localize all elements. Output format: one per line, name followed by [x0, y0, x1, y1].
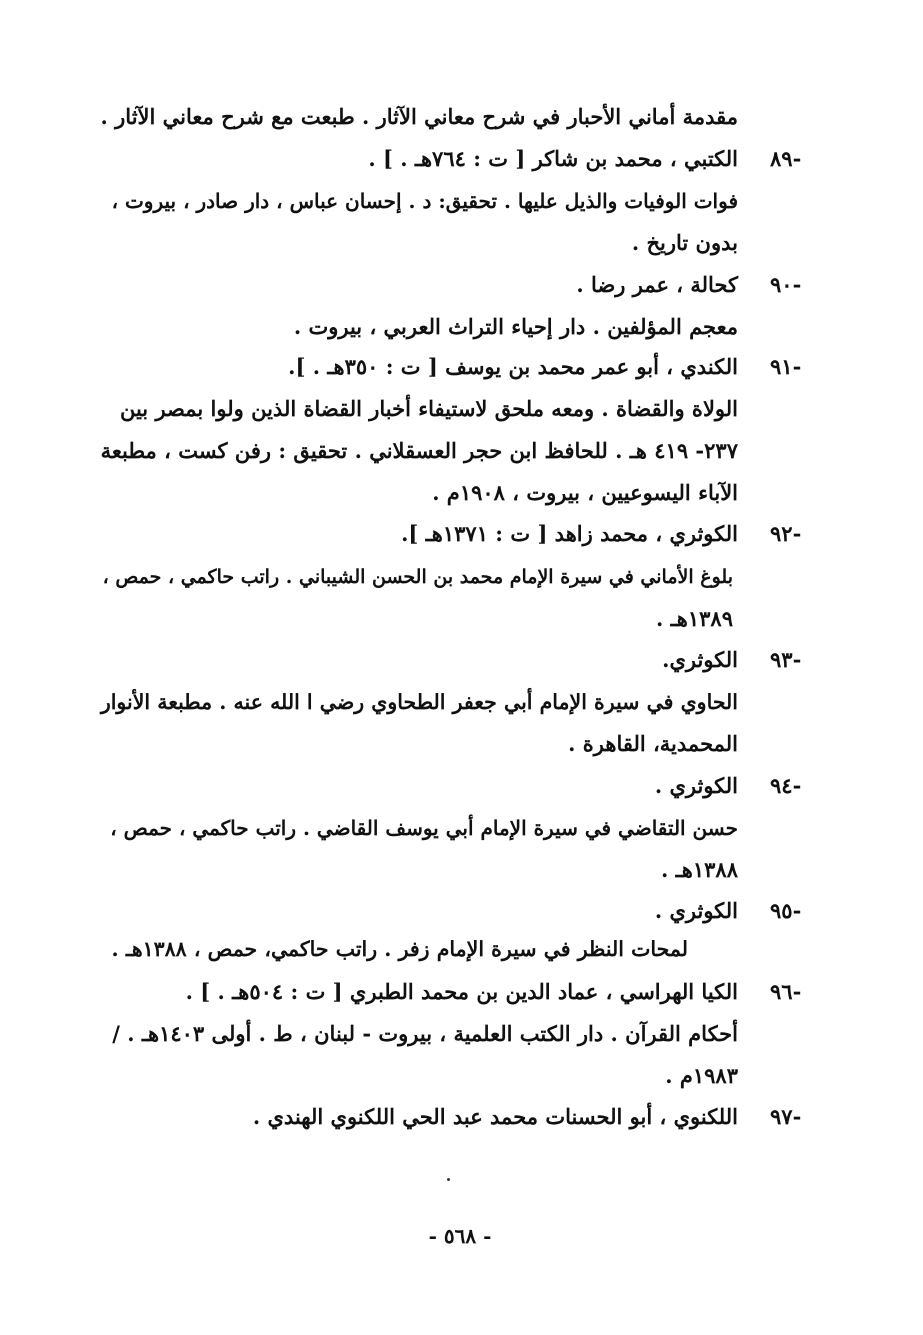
text-line: فوات الوفيات والذيل عليها . تحقيق: د . إحسان عباس ، دار صادر ، بيروت ، [111, 189, 738, 213]
speck [447, 1178, 450, 1181]
entry-number: ٩١- [770, 354, 802, 379]
entry-number: ٩٤- [770, 773, 802, 798]
entry-number: ٩٠- [770, 272, 802, 297]
entry-heading: الكوثري . [654, 898, 738, 923]
entry-heading: الكوثري ، محمد زاهد [ ت : ١٣٧١هـ ]. [401, 521, 738, 546]
text-line: الولاة والقضاة . ومعه ملحق لاستيفاء أخبار القضاة الذين ولوا بمصر بين [119, 396, 738, 421]
page-number: - ٥٦٨ - [428, 1224, 492, 1248]
text-line: بدون تاريخ . [631, 230, 738, 255]
text-line: لمحات النظر في سيرة الإمام زفر . راتب حاكمي، حمص ، ١٣٨٨هـ . [111, 937, 688, 961]
text-line: مقدمة أماني الأحبار في شرح معاني الآثار . طبعت مع شرح معاني الآثار . [100, 104, 738, 129]
entry-heading: الكندي ، أبو عمر محمد بن يوسف [ ت : ٣٥٠هـ . ]. [288, 354, 738, 379]
text-line: بلوغ الأماني في سيرة الإمام محمد بن الحسن الشيباني . راتب حاكمي ، حمص ، [102, 566, 733, 588]
text-line: حسن التقاضي في سيرة الإمام أبي يوسف القاضي . راتب حاكمي ، حمص ، [110, 816, 738, 840]
entry-number: ٨٩- [770, 146, 802, 171]
entry-heading: اللكنوي ، أبو الحسنات محمد عبد الحي اللكنوي الهندي . [252, 1104, 738, 1129]
text-line: ٢٣٧- ٤١٩ هـ . للحافظ ابن حجر العسقلاني . تحقيق : رفن كست ، مطبعة [100, 438, 738, 463]
text-line: الآباء اليسوعيين ، بيروت ، ١٩٠٨م . [432, 480, 738, 505]
entry-heading: الكوثري. [662, 647, 738, 672]
entry-number: ٩٢- [770, 521, 802, 546]
entry-number: ٩٣- [770, 647, 802, 672]
entry-heading: الكوثري . [654, 773, 738, 798]
text-line: ١٣٨٨هـ . [661, 857, 738, 882]
entry-number: ٩٦- [770, 979, 802, 1004]
text-line: أحكام القرآن . دار الكتب العلمية ، بيروت - لبنان ، ط . أولى ١٤٠٣هـ . / [112, 1021, 738, 1046]
text-line: ١٣٨٩هـ . [656, 606, 733, 631]
entry-heading: كحالة ، عمر رضا . [576, 272, 738, 297]
text-line: معجم المؤلفين . دار إحياء التراث العربي ، بيروت . [293, 314, 738, 339]
entry-heading: الكتبي ، محمد بن شاكر [ ت : ٧٦٤هـ . ] . [368, 146, 738, 171]
text-line: ١٩٨٣م . [665, 1063, 738, 1088]
entry-heading: الكيا الهراسي ، عماد الدين بن محمد الطبري [ ت : ٥٠٤هـ . ] . [185, 979, 738, 1004]
entry-number: ٩٥- [770, 898, 802, 923]
text-line: المحمدية، القاهرة . [568, 731, 738, 756]
text-line: الحاوي في سيرة الإمام أبي جعفر الطحاوي رضي ا الله عنه . مطبعة الأنوار [100, 690, 738, 714]
entry-number: ٩٧- [770, 1104, 802, 1129]
